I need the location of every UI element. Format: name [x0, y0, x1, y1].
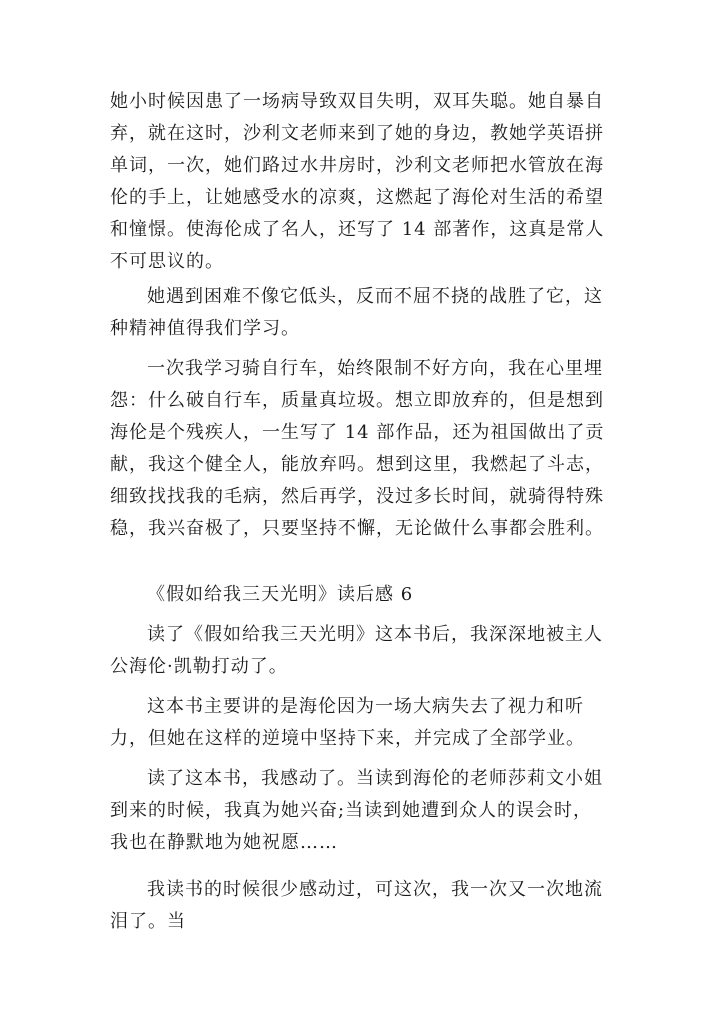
paragraph-moved: 读了《假如给我三天光明》这本书后，我深深地被主人公海伦·凯勒打动了。: [110, 624, 603, 677]
text-block-4: [110, 579, 610, 611]
paragraph-bicycle: 一次我学习骑自行车，始终限制不好方向，我在心里埋怨：什么破自行车，质量真垃圾。想立即放弃的，但是想到海伦是个残疾人，一生写了 14 部作品，还为祖国做出了贡献，我这个健全人，能放弃吗。想到这里，我燃起了斗志，细致找找我的毛病，然后再学，没过多长时间，就骑得特殊稳，我兴奋极了，只要坚持不懈，无论做什么事都会胜利。: [110, 358, 605, 539]
text-block-8: [110, 874, 610, 938]
paragraph-tears: 我读书的时候很少感动过，可这次，我一次又一次地流泪了。当: [110, 879, 603, 932]
section-heading: 《假如给我三天光明》读后感 6: [147, 584, 414, 605]
text-block-1: [110, 86, 610, 278]
text-block-2: [110, 281, 610, 345]
paragraph-helen-intro: 她小时候因患了一场病导致双目失明，双耳失聪。她自暴自弃，就在这时，沙利文老师来到了她的身边，教她学英语拼单词，一次，她们路过水井房时，沙利文老师把水管放在海伦的手上，让她感受水的凉爽，这燃起了海伦对生活的希望和憧憬。使海伦成了名人，还写了 14 部著作，这真是常人不可思议的。: [110, 91, 605, 272]
paragraph-spirit: 她遇到困难不像它低头，反而不屈不挠的战胜了它，这种精神值得我们学习。: [110, 286, 603, 339]
text-block-5: [110, 619, 610, 683]
text-block-6: [110, 691, 610, 755]
paragraph-summary: 这本书主要讲的是海伦因为一场大病失去了视力和听力，但她在这样的逆境中坚持下来，并完成了全部学业。: [110, 696, 585, 749]
text-block-7: [110, 763, 610, 859]
text-block-3: [110, 353, 610, 545]
paragraph-feelings: 读了这本书，我感动了。当读到海伦的老师莎莉文小姐到来的时候，我真为她兴奋;当读到她遭到众人的误会时，我也在静默地为她祝愿……: [110, 768, 603, 853]
